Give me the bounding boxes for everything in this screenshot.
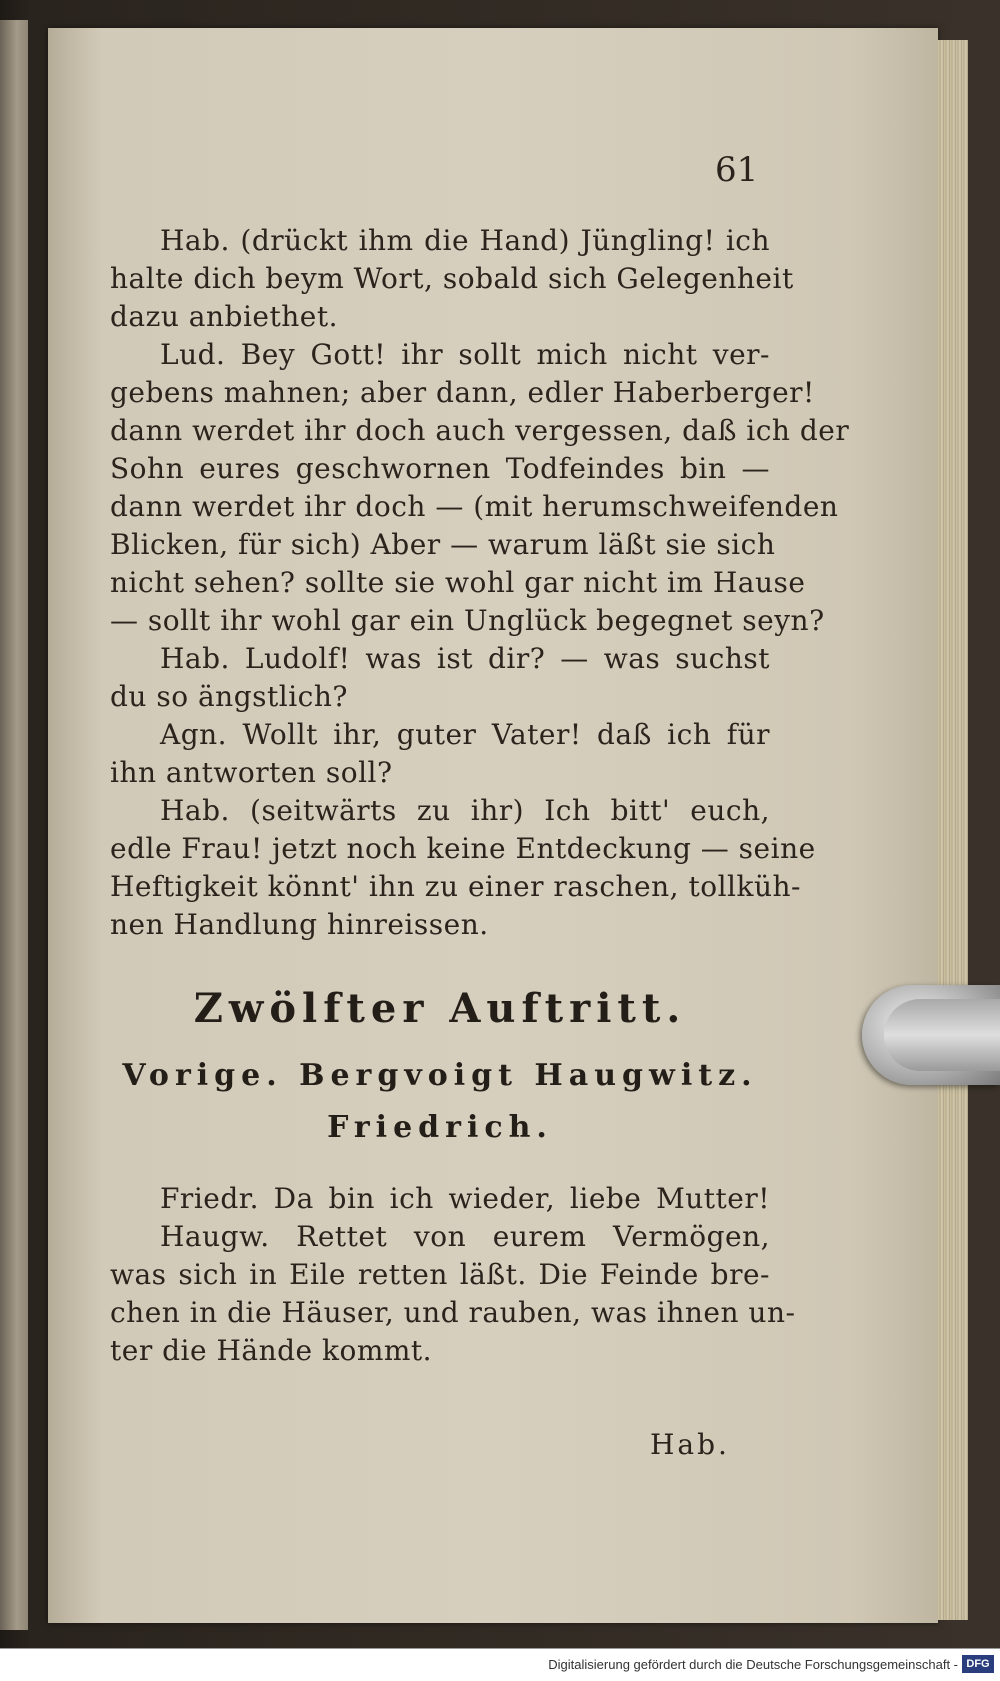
scene-dialogue-block — [110, 1180, 796, 1370]
text-line: Lud. Bey Gott! ihr sollt mich nicht ver- — [160, 338, 770, 371]
dialogue-block — [110, 222, 850, 944]
page-edges — [938, 40, 968, 1620]
text-line: dann werdet ihr doch auch vergessen, daß ich der — [110, 414, 850, 447]
text-line: edle Frau! jetzt noch keine Entdeckung — seine — [110, 832, 816, 865]
catchword: Hab. — [650, 1428, 730, 1461]
text-line: Heftigkeit könnt' ihn zu einer raschen, tollküh- — [110, 870, 801, 903]
book-clip — [862, 985, 1000, 1085]
text-line: was sich in Eile retten läßt. Die Feinde bre- — [110, 1258, 770, 1291]
text-line: Hab. (seitwärts zu ihr) Ich bitt' euch, — [160, 794, 770, 827]
cast-list-line: Vorige. Bergvoigt Haugwitz. — [122, 1058, 758, 1093]
text-line: Friedr. Da bin ich wieder, liebe Mutter! — [160, 1182, 770, 1215]
text-line: — sollt ihr wohl gar ein Unglück begegnet seyn? — [110, 604, 825, 637]
text-line: Hab. (drückt ihm die Hand) Jüngling! ich — [160, 224, 770, 257]
text-line: Sohn eures geschwornen Todfeindes bin — — [110, 452, 770, 485]
text-line: dann werdet ihr doch — (mit herumschweifenden — [110, 490, 839, 523]
text-line: dazu anbiethet. — [110, 300, 338, 333]
page-number: 61 — [715, 150, 759, 190]
text-line: ter die Hände kommt. — [110, 1334, 433, 1367]
text-line: nicht sehen? sollte sie wohl gar nicht im Hause — [110, 566, 806, 599]
text-line: Hab. Ludolf! was ist dir? — was suchst — [160, 642, 770, 675]
left-page-edge — [0, 20, 28, 1630]
cast-list-line: Friedrich. — [327, 1110, 553, 1145]
footer-credit: Digitalisierung gefördert durch die Deutsche Forschungsgemeinschaft - — [548, 1657, 958, 1672]
text-line: du so ängstlich? — [110, 680, 348, 713]
text-line: chen in die Häuser, und rauben, was ihnen un- — [110, 1296, 796, 1329]
text-line: Agn. Wollt ihr, guter Vater! daß ich für — [160, 718, 770, 751]
text-line: ihn antworten soll? — [110, 756, 393, 789]
dfg-logo: DFG — [962, 1655, 994, 1673]
text-line: gebens mahnen; aber dann, edler Haberberger! — [110, 376, 815, 409]
book-clip-band — [884, 999, 1000, 1071]
text-line: Blicken, für sich) Aber — warum läßt sie sich — [110, 528, 776, 561]
footer-bar — [0, 1648, 1000, 1681]
text-line: Haugw. Rettet von eurem Vermögen, — [160, 1220, 770, 1253]
scene-heading: Zwölfter Auftritt. — [193, 985, 687, 1032]
text-line: halte dich beym Wort, sobald sich Gelegenheit — [110, 262, 794, 295]
text-line: nen Handlung hinreissen. — [110, 908, 489, 941]
